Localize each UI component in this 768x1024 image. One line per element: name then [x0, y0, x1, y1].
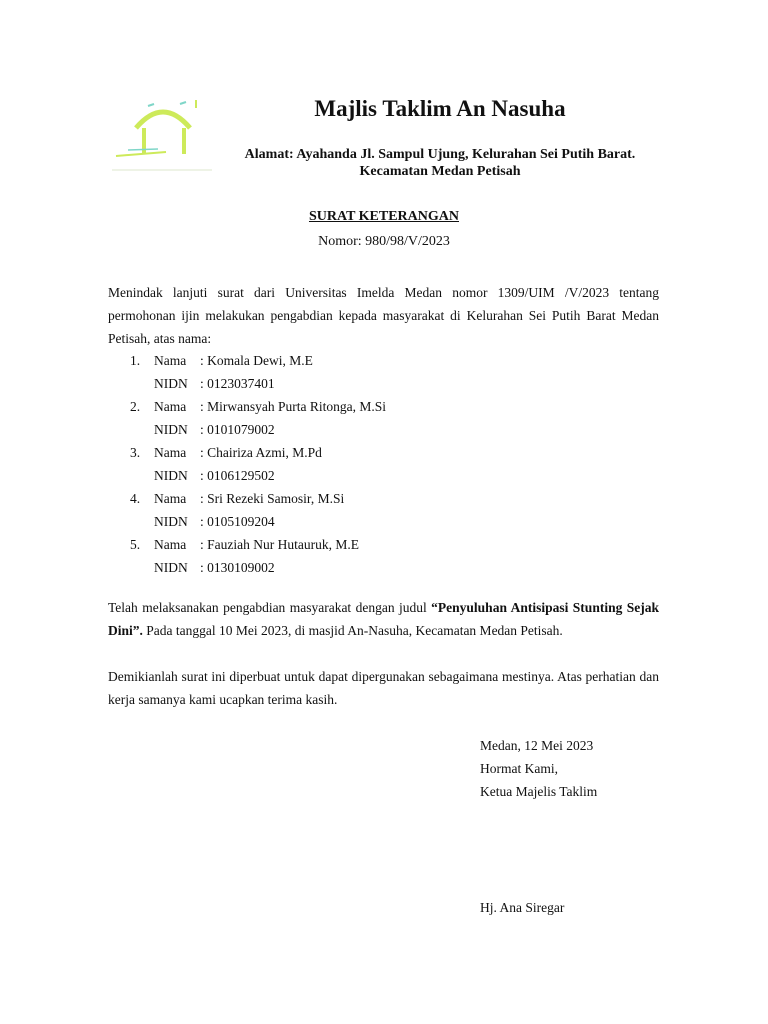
item-number: 4. — [130, 491, 141, 506]
list-item — [108, 372, 668, 395]
org-address — [210, 146, 670, 180]
body-suffix: Pada tanggal 10 Mei 2023, di masjid An-Nasuha, Kecamatan Medan Petisah. — [142, 623, 563, 638]
item-number: 5. — [130, 537, 141, 552]
list-item — [108, 349, 668, 372]
address-line-1: Alamat: Ayahanda Jl. Sampul Ujung, Kelurahan Sei Putih Barat. — [244, 147, 636, 162]
activity-title: “Penyuluhan Antisipasi Stunting Sejak Dini”. — [108, 600, 659, 638]
name-label: Nama — [154, 445, 187, 460]
nidn-label: NIDN — [154, 560, 188, 575]
item-number: 2. — [130, 399, 141, 414]
list-item — [108, 395, 668, 418]
name-label: Nama — [154, 491, 187, 506]
place-date: Medan, 12 Mei 2023 — [480, 738, 594, 753]
name-value: : Komala Dewi, M.E — [200, 353, 313, 368]
list-item — [108, 533, 668, 556]
list-item — [108, 418, 668, 441]
nidn-label: NIDN — [154, 514, 188, 529]
name-value: : Mirwansyah Purta Ritonga, M.Si — [200, 399, 386, 414]
item-number: 3. — [130, 445, 141, 460]
signer-name: Hj. Ana Siregar — [480, 900, 565, 915]
name-value: : Sri Rezeki Samosir, M.Si — [200, 491, 345, 506]
nidn-value: : 0105109204 — [200, 514, 275, 529]
nidn-value: : 0101079002 — [200, 422, 275, 437]
item-number: 1. — [130, 353, 141, 368]
letter-title: SURAT KETERANGAN — [308, 209, 459, 224]
name-label: Nama — [154, 353, 187, 368]
org-name: Majlis Taklim An Nasuha — [314, 96, 566, 121]
list-item — [108, 510, 668, 533]
name-value: : Fauziah Nur Hutauruk, M.E — [200, 537, 359, 552]
nidn-value: : 0106129502 — [200, 468, 275, 483]
name-label: Nama — [154, 399, 187, 414]
list-item — [108, 441, 668, 464]
letter-number: Nomor: 980/98/V/2023 — [318, 234, 450, 249]
body-paragraph — [108, 596, 659, 642]
closing-paragraph: Demikianlah surat ini diperbuat untuk dapat dipergunakan sebagaimana mestinya. Atas perhatian dan kerja samanya kami ucapkan terima kasih. — [108, 669, 659, 707]
nidn-label: NIDN — [154, 376, 188, 391]
member-list — [108, 349, 668, 579]
nidn-value: : 0130109002 — [200, 560, 275, 575]
list-item — [108, 487, 668, 510]
address-line-2: Kecamatan Medan Petisah — [359, 164, 521, 179]
greeting: Hormat Kami, — [480, 761, 558, 776]
signer-position: Ketua Majelis Taklim — [480, 784, 598, 799]
list-item — [108, 464, 668, 487]
nidn-label: NIDN — [154, 422, 188, 437]
name-label: Nama — [154, 537, 187, 552]
list-item — [108, 556, 668, 579]
body-prefix: Telah melaksanakan pengabdian masyarakat dengan judul — [108, 600, 432, 615]
mosque-dome-logo-icon — [108, 94, 218, 174]
nidn-value: : 0123037401 — [200, 376, 275, 391]
nidn-label: NIDN — [154, 468, 188, 483]
name-value: : Chairiza Azmi, M.Pd — [200, 445, 322, 460]
intro-paragraph: Menindak lanjuti surat dari Universitas Imelda Medan nomor 1309/UIM /V/2023 tentang permohonan ijin melakukan pengabdian kepada masyarakat di Kelurahan Sei Putih Barat Medan Petisah, atas nama: — [108, 285, 659, 346]
